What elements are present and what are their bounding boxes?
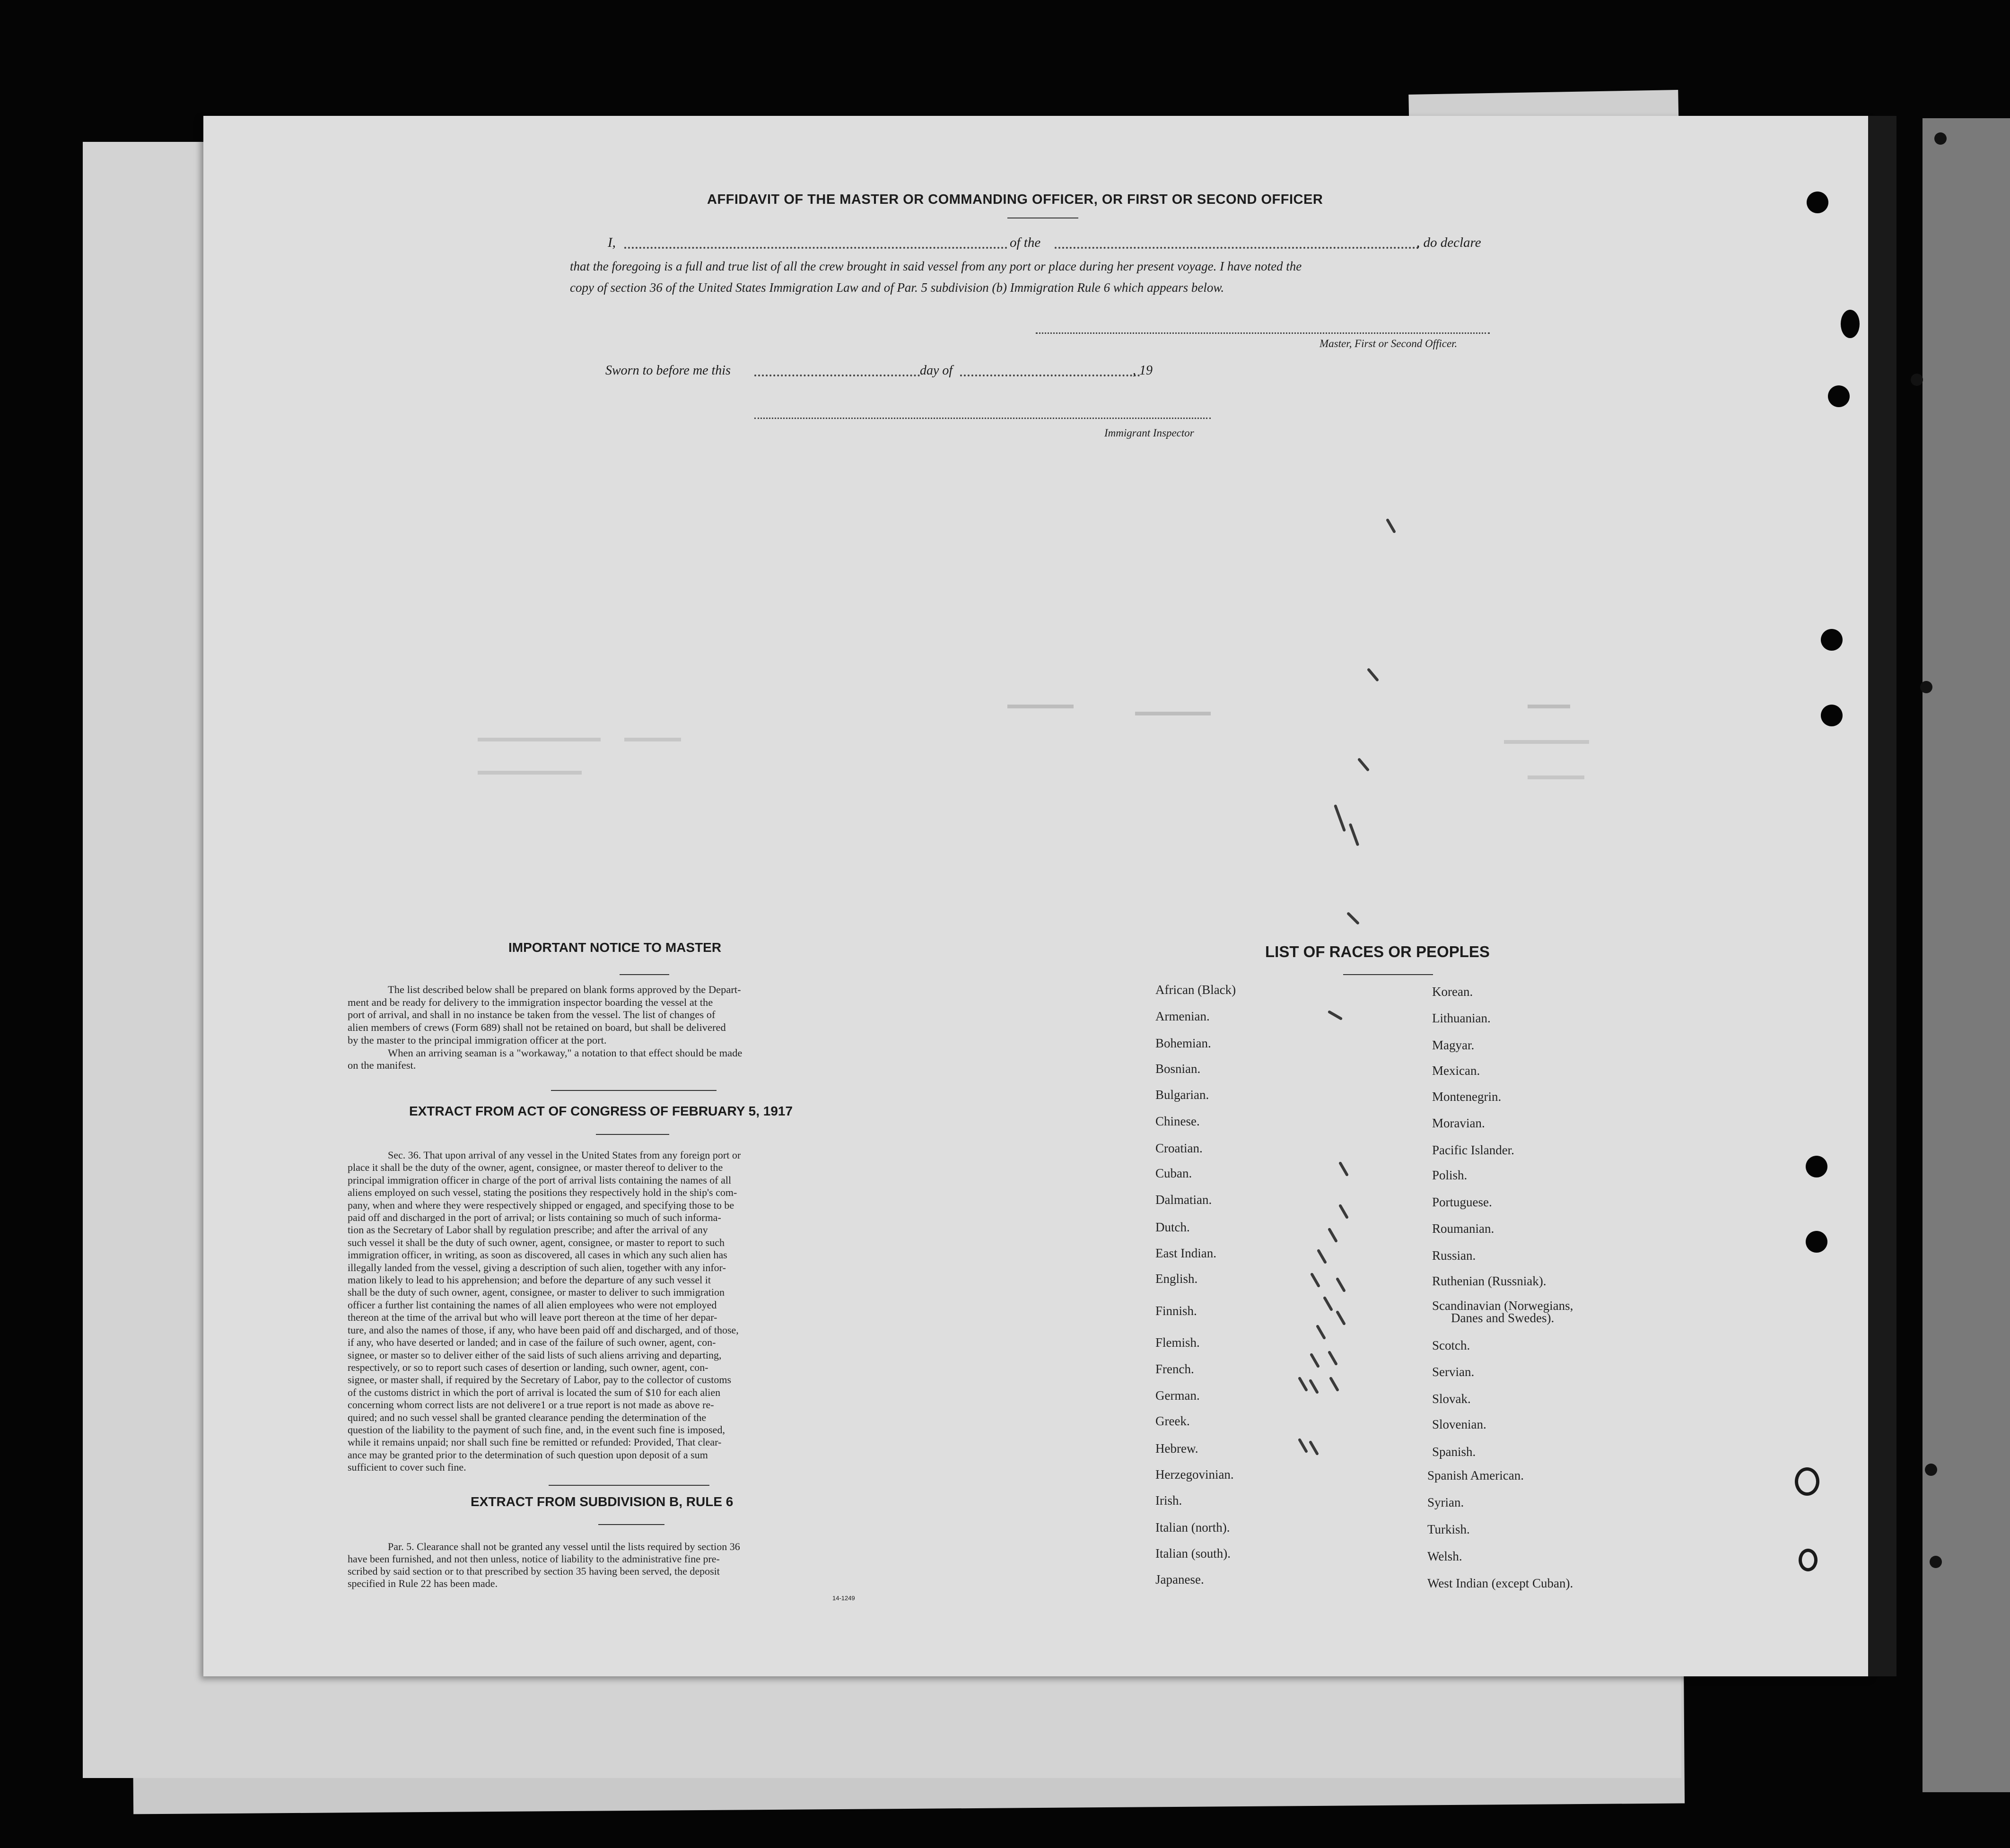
sworn-month-line[interactable] [960,375,1140,376]
race-item: Japanese. [1155,1572,1204,1586]
race-item: African (Black) [1155,983,1236,997]
act-line: signee, or master so to deliver either of the said lists of such aliens arriving and departing, [348,1349,722,1361]
race-item: Irish. [1155,1493,1182,1508]
page-shadow [1868,116,1896,1676]
act-line: ance may be granted prior to the determination of such question upon deposit of a sum [348,1448,708,1461]
binder-hole [1806,1156,1827,1177]
bleed-through [1528,776,1584,779]
race-item: Slovenian. [1432,1417,1486,1431]
notice-line: The list described below shall be prepared on blank forms approved by the Depart- [388,984,741,995]
sworn-year: , 19 [1133,363,1153,378]
adjacent-page-edge [1923,118,2010,1792]
bleed-through [624,738,681,741]
race-item: Dutch. [1155,1220,1190,1234]
affidavit-title: AFFIDAVIT OF THE MASTER OR COMMANDING OFFICER, OR FIRST OR SECOND OFFICER [707,192,1323,207]
races-title: LIST OF RACES OR PEOPLES [1265,943,1490,960]
act-line: immigration officer, in writing, as soon as discovered, all cases in which any such alien has [348,1249,727,1261]
race-item: Lithuanian. [1432,1011,1491,1025]
rule-line: specified in Rule 22 has been made. [348,1578,498,1589]
race-item: French. [1155,1362,1194,1376]
race-item: Magyar. [1432,1038,1475,1052]
notice-line: port of arrival, and shall in no instance be taken from the vessel. The list of changes of [348,1009,716,1021]
rule-line: Par. 5. Clearance shall not be granted any vessel until the lists required by section 36 [388,1541,740,1552]
signature-label: Master, First or Second Officer. [1320,338,1458,349]
affidavit-text-line: that the foregoing is a full and true list of all the crew brought in said vessel from any port or place during her present voyage. I have noted the [570,259,1302,273]
race-item: West Indian (except Cuban). [1427,1576,1573,1590]
declarant-name-line[interactable] [624,247,1007,249]
binder-hole [1795,1467,1819,1496]
act-line: aliens employed on such vessel, stating the positions they respectively hold in the ship's com- [348,1186,737,1199]
race-item: Chinese. [1155,1114,1200,1128]
race-item: Bosnian. [1155,1062,1201,1076]
race-item: Polish. [1432,1168,1468,1182]
race-item: Finnish. [1155,1304,1197,1318]
act-line: quired; and no such vessel shall be granted clearance pending the determination of the [348,1411,707,1423]
notice-body [348,984,901,1072]
edge-hole [1934,132,1947,145]
race-item: Italian (south). [1155,1546,1231,1560]
race-item: East Indian. [1155,1246,1216,1260]
edge-hole [1911,374,1923,386]
inspector-signature-line[interactable] [754,418,1211,419]
race-item: Korean. [1432,985,1473,999]
affidavit-vessel-prefix: of the [1010,235,1041,250]
race-item: Scotch. [1432,1338,1470,1352]
race-item: Russian. [1432,1248,1476,1263]
act-line: officer a further list containing the names of all alien employees who were not employed [348,1299,717,1311]
race-item: German. [1155,1388,1200,1403]
binder-hole [1806,1231,1827,1253]
act-line: while it remains unpaid; nor shall such fine be remitted or refunded: Provided, That clear- [348,1436,722,1448]
act-line: pany, when and where they were respectively shipped or engaged, and specifying those to be [348,1199,734,1211]
act-line: signee, or master shall, if required by the Secretary of Labor, pay to the collector of customs [348,1374,732,1386]
act-line: of the customs district in which the port of arrival is located the sum of $10 for each alien [348,1386,721,1398]
race-item: Welsh. [1427,1549,1462,1563]
master-signature-line[interactable] [1036,332,1490,334]
act-line: question of the liability to the payment of such fine, and, in the event such fine is imposed, [348,1423,725,1436]
binder-hole [1841,310,1860,338]
notice-title: IMPORTANT NOTICE TO MASTER [508,940,722,955]
binder-hole [1821,629,1843,651]
binder-hole [1807,192,1828,213]
race-item: Hebrew. [1155,1441,1198,1456]
race-item: Herzegovinian. [1155,1467,1234,1482]
race-item: Ruthenian (Russniak). [1432,1274,1547,1288]
extract-rule-underline [598,1524,664,1525]
act-line: mation likely to lead to his apprehension; and before the departure of any such vessel it [348,1274,711,1286]
act-line: respectively, or so to report such cases of desertion or landing, such owner, agent, con- [348,1361,708,1373]
race-item: Greek. [1155,1414,1190,1428]
race-item: Mexican. [1432,1063,1480,1078]
sworn-day-of: day of [920,363,953,378]
race-item: English. [1155,1272,1198,1286]
race-item: Bulgarian. [1155,1088,1209,1102]
notice-line: When an arriving seaman is a "workaway," a notation to that effect should be made [388,1046,743,1059]
notice-line: alien members of crews (Form 689) shall not be retained on board, but shall be delivered [348,1021,726,1034]
extract-rule-title: EXTRACT FROM SUBDIVISION B, RULE 6 [471,1494,734,1509]
race-item: Montenegrin. [1432,1090,1502,1104]
bleed-through [1528,705,1570,708]
act-line: such vessel it shall be the duty of such owner, agent, consignee, or master to report to such [348,1236,725,1248]
notice-line: by the master to the principal immigration officer at the port. [348,1034,607,1046]
race-item: Armenian. [1155,1009,1210,1023]
notice-line: ment and be ready for delivery to the immigration inspector boarding the vessel at the [348,996,713,1008]
vessel-name-line[interactable] [1055,247,1419,249]
race-item: Pacific Islander. [1432,1143,1514,1157]
sworn-prefix: Sworn to before me this [605,363,731,378]
race-item: Cuban. [1155,1166,1192,1180]
bleed-through [1504,740,1589,744]
section-divider [549,1485,709,1486]
race-item: Spanish. [1432,1445,1476,1459]
form-number: 14-1249 [832,1595,855,1602]
binder-hole [1828,385,1850,407]
act-line: paid off and discharged in the port of arrival; or lists containing so much of such informa- [348,1212,721,1224]
race-item: Scandinavian (Norwegians, [1432,1299,1573,1313]
races-underline [1343,974,1433,975]
binder-hole [1821,705,1843,726]
bleed-through [478,771,582,775]
bleed-through [1007,705,1074,708]
race-item: Croatian. [1155,1141,1203,1155]
rule-line: scribed by said section or to that prescribed by section 35 having been served, the deposit [348,1565,720,1577]
notice-line: on the manifest. [348,1059,416,1072]
extract-act-underline [596,1134,669,1135]
extract-act-body [348,1149,901,1474]
inspector-label: Immigrant Inspector [1104,427,1194,439]
section-divider [551,1090,717,1091]
race-item: Slovak. [1432,1392,1471,1406]
act-line: if any, who have deserted or landed; and in case of the failure of such owner, agent, con- [348,1336,716,1349]
race-item: Moravian. [1432,1116,1485,1130]
race-item: Danes and Swedes). [1451,1311,1555,1325]
bleed-through [478,738,601,741]
act-line: tion as the Secretary of Labor shall by regulation prescribe; and after the arrival of any [348,1224,708,1236]
edge-hole [1930,1556,1942,1568]
binder-hole [1799,1549,1818,1571]
sworn-day-line[interactable] [754,375,920,376]
race-item: Bohemian. [1155,1036,1211,1050]
act-line: ture, and also the names of those, if any, who have been paid off and discharged, and of those, [348,1324,739,1336]
notice-underline [620,974,669,975]
act-line: principal immigration officer in charge of the port of arrival lists containing the names of all [348,1174,732,1186]
act-line: illegally landed from the vessel, giving a description of such alien, together with any infor- [348,1261,726,1273]
act-line: place it shall be the duty of the owner, agent, consignee, or master thereof to deliver to the [348,1161,723,1174]
extract-act-title: EXTRACT FROM ACT OF CONGRESS OF FEBRUARY 5, 1917 [409,1104,793,1118]
race-item: Syrian. [1427,1495,1464,1509]
extract-rule-body [348,1541,901,1590]
race-item: Servian. [1432,1365,1475,1379]
act-line: sufficient to cover such fine. [348,1461,466,1473]
affidavit-text-line: copy of section 36 of the United States Immigration Law and of Par. 5 subdivision (b) Immigration Rule 6 which appears below. [570,280,1224,295]
race-item: Flemish. [1155,1335,1200,1350]
act-line: thereon at the time of the arrival but who will leave port thereon at the time of her depar- [348,1311,717,1324]
rule-line: have been furnished, and not then unless, notice of liability to the administrative fine pre- [348,1553,720,1565]
act-line: shall be the duty of such owner, agent, consignee, or master to deliver to such immigration [348,1286,725,1299]
act-line: Sec. 36. That upon arrival of any vessel in the United States from any foreign port or [388,1149,741,1161]
affidavit-declare-text: , do declare [1416,235,1481,250]
affidavit-declarant-prefix: I, [608,235,616,250]
bleed-through [1135,712,1211,715]
race-item: Portuguese. [1432,1195,1492,1209]
edge-hole [1920,681,1932,693]
edge-hole [1925,1464,1937,1476]
race-item: Turkish. [1427,1522,1470,1536]
race-item: Spanish American. [1427,1468,1524,1482]
race-item: Dalmatian. [1155,1193,1212,1207]
race-item: Italian (north). [1155,1520,1230,1534]
act-line: concerning whom correct lists are not delivere1 or a true report is not made as above re- [348,1399,714,1411]
race-item: Roumanian. [1432,1221,1494,1236]
